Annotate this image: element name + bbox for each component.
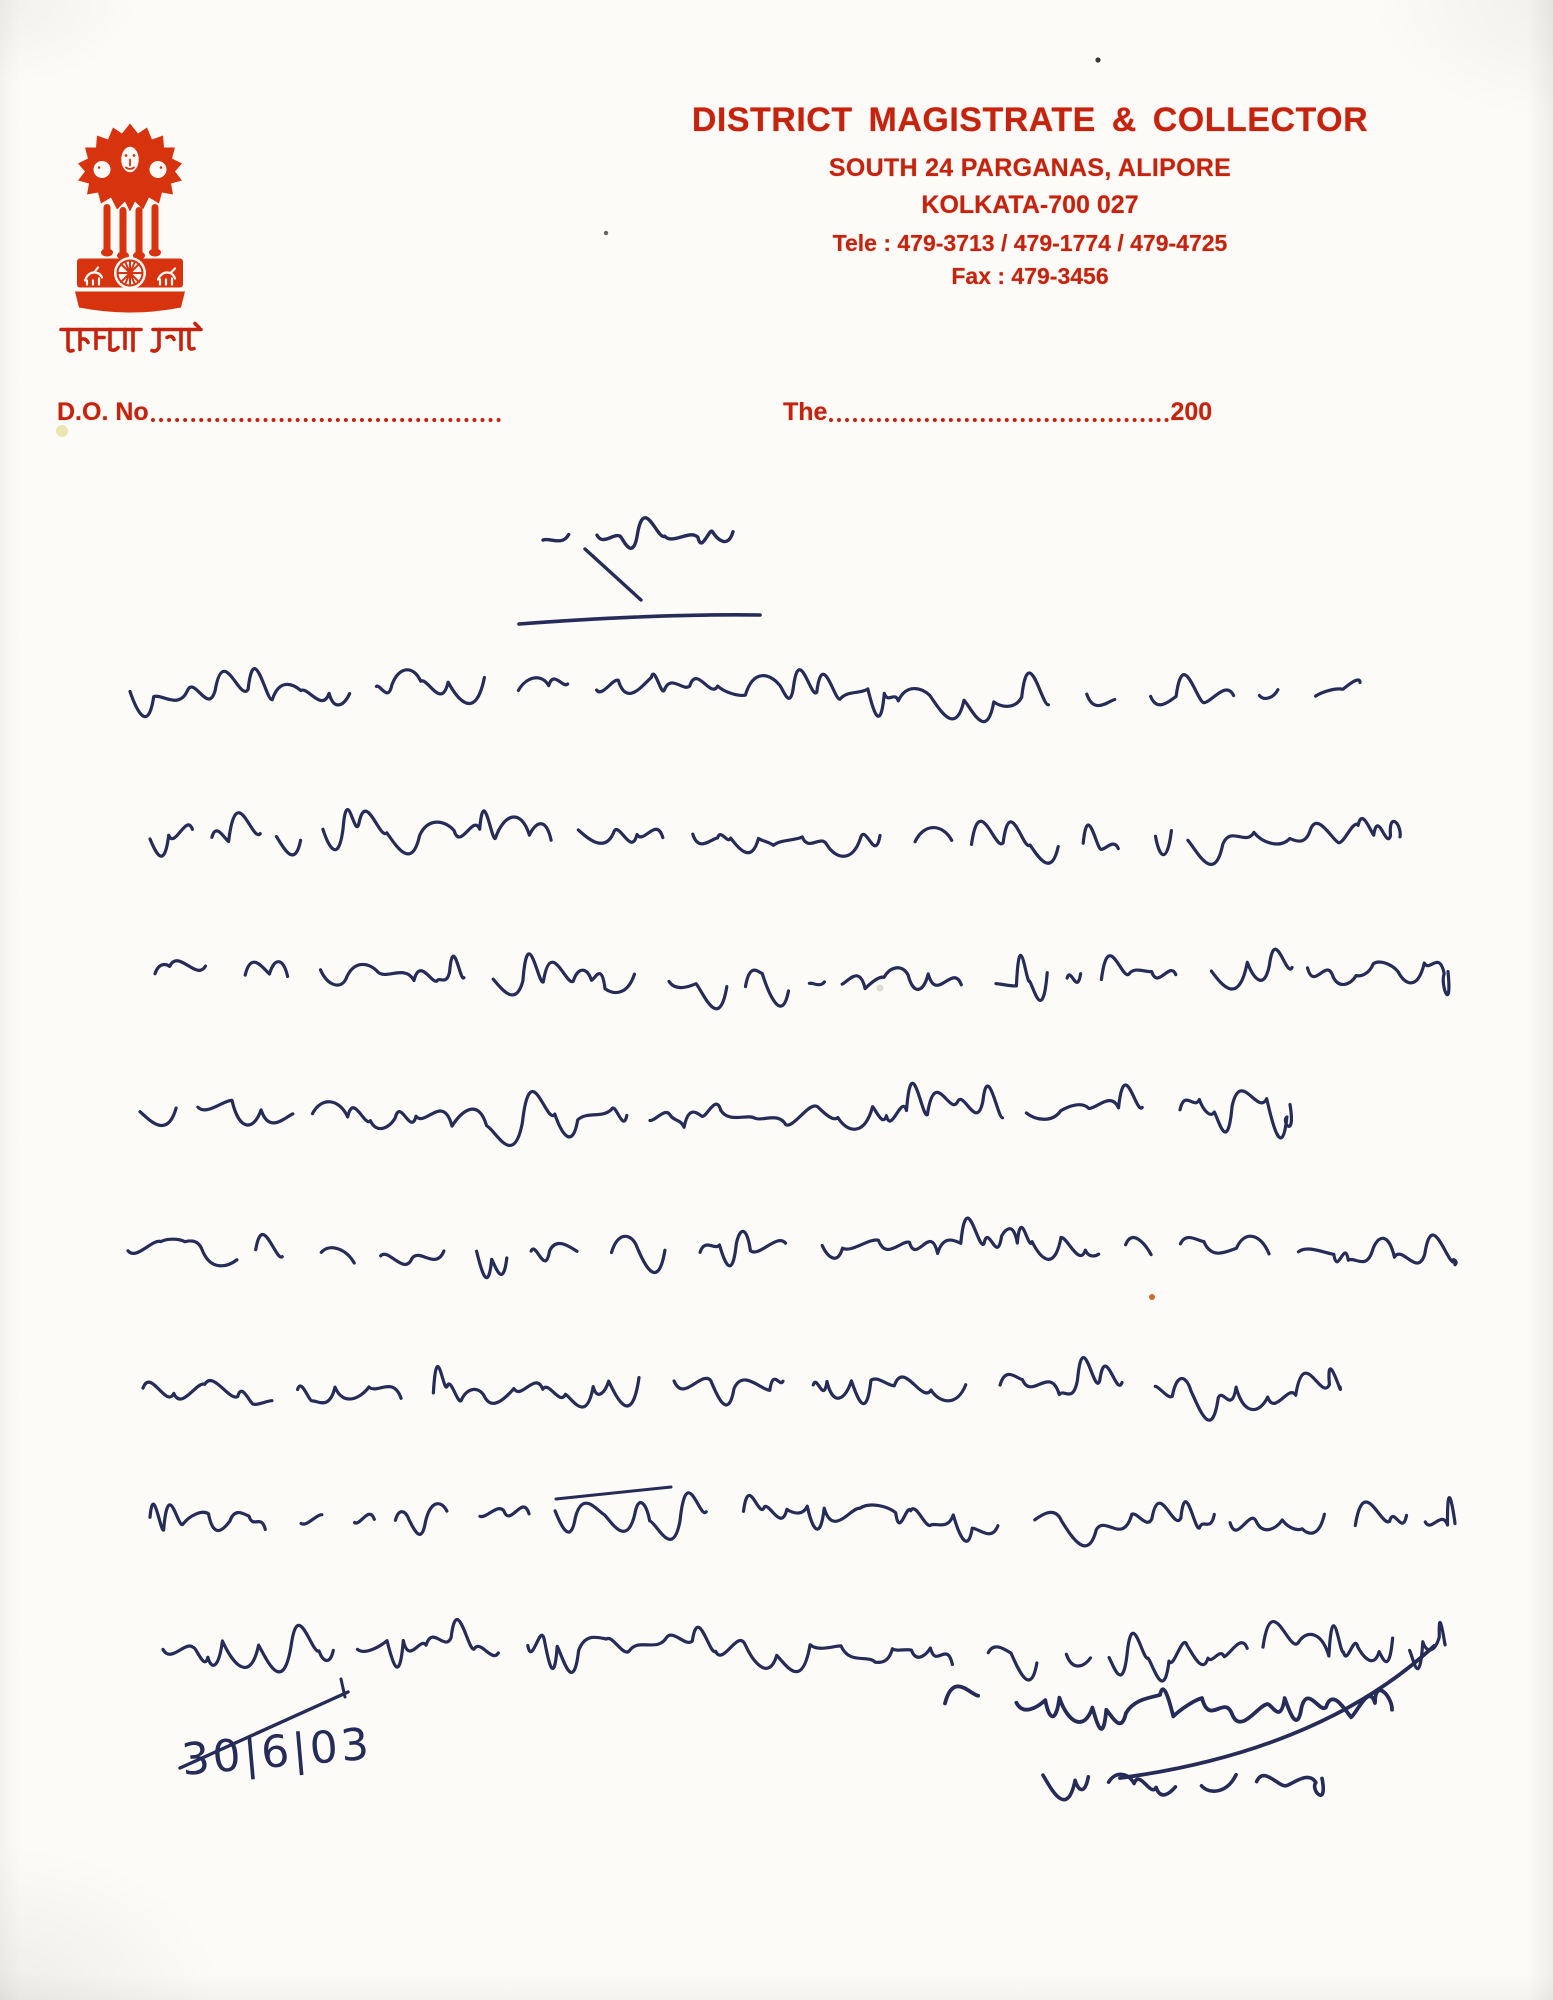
handwritten-line-3 <box>155 949 1449 1008</box>
date-prefix-label: The <box>783 398 828 426</box>
do-number-label: D.O. No <box>57 398 149 426</box>
signature-scrawl-1 <box>945 1686 1392 1729</box>
date-suffix-label: 200 <box>1170 398 1213 426</box>
handwritten-line-2 <box>150 810 1400 865</box>
scan-speck-4 <box>1149 1294 1155 1300</box>
office-fax: Fax : 479-3456 <box>951 263 1109 290</box>
handwritten-line-4 <box>140 1083 1291 1145</box>
signature-scrawl-2 <box>1043 1774 1323 1799</box>
scan-speck-2 <box>604 231 608 235</box>
office-city: KOLKATA-700 027 <box>921 191 1139 220</box>
scan-speck-1 <box>1095 57 1100 62</box>
office-title: DISTRICT MAGISTRATE & COLLECTOR <box>691 101 1369 139</box>
pen-stroke-3 <box>556 1487 671 1499</box>
handwritten-date: 30|6|03 <box>179 1718 374 1786</box>
handwritten-line-7 <box>150 1493 1455 1546</box>
scan-speck-3 <box>56 425 68 437</box>
scan-speck-5 <box>877 985 884 992</box>
pen-stroke-1 <box>585 549 641 600</box>
handwritten-line-5 <box>128 1218 1456 1278</box>
office-telephone: Tele : 479-3713 / 479-1774 / 479-4725 <box>832 229 1228 256</box>
handwritten-line-6 <box>143 1357 1340 1420</box>
pen-stroke-2 <box>519 615 760 624</box>
handwritten-heading <box>543 518 733 548</box>
handwritten-line-8 <box>163 1620 1445 1681</box>
handwritten-line-1 <box>130 669 1360 722</box>
office-district: SOUTH 24 PARGANAS, ALIPORE <box>828 154 1232 183</box>
